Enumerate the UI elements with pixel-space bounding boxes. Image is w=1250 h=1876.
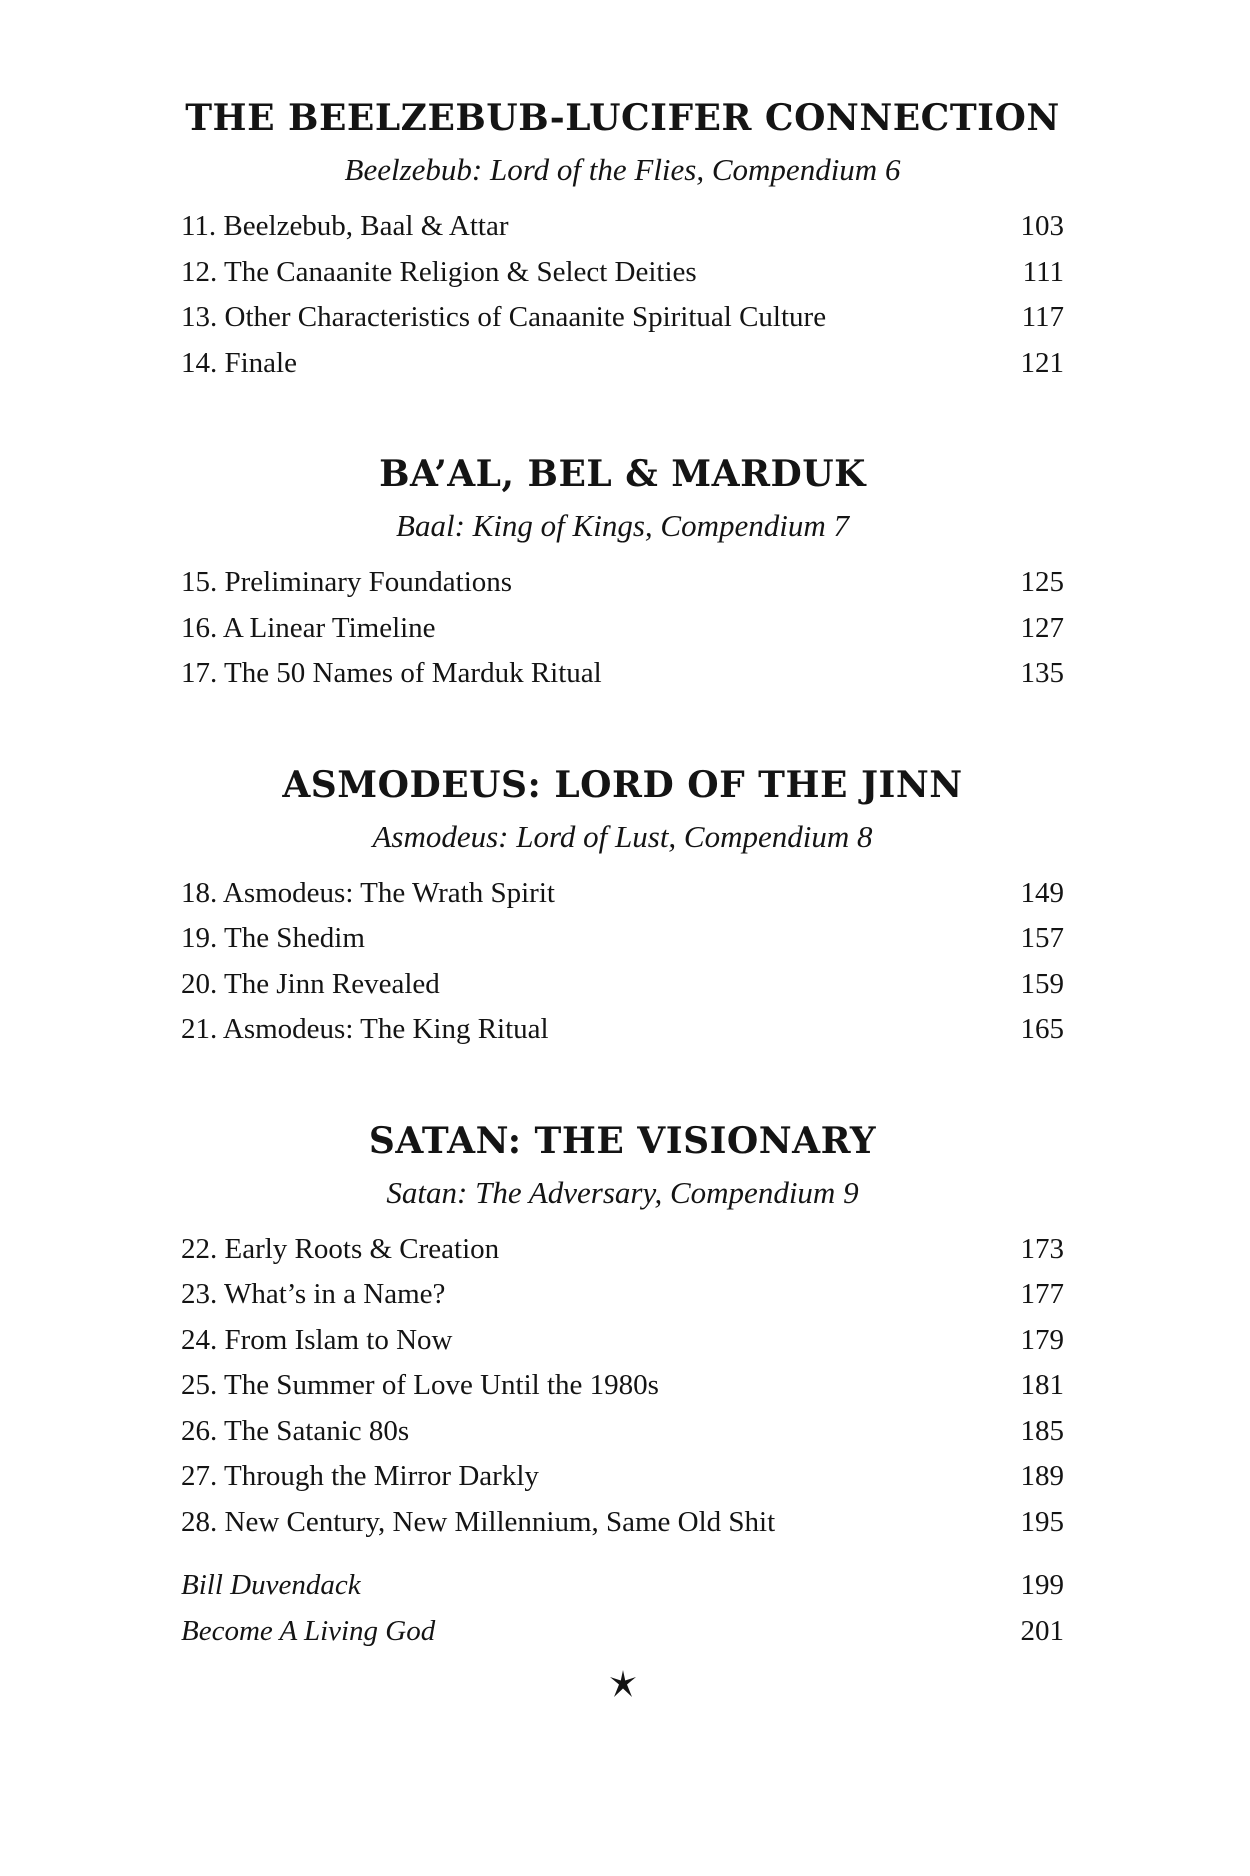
toc-entry[interactable] xyxy=(181,1227,1064,1273)
section-title: BA’AL, BEL & MARDUK xyxy=(379,453,866,495)
toc-entry[interactable] xyxy=(181,204,1064,250)
toc-entry[interactable] xyxy=(181,1500,1064,1546)
entry-title: 23. What’s in a Name? xyxy=(181,1278,446,1310)
entry-list xyxy=(181,1227,1064,1546)
section-subtitle: Baal: King of Kings, Compendium 7 xyxy=(396,508,849,543)
section-spacer xyxy=(181,1053,1064,1119)
section-subtitle: Satan: The Adversary, Compendium 9 xyxy=(386,1174,859,1210)
entry-page-number: 165 xyxy=(1020,1013,1064,1045)
entry-page-number: 195 xyxy=(1020,1505,1064,1538)
entry-page-number: 103 xyxy=(1020,210,1064,242)
entry-page-number: 181 xyxy=(1020,1369,1064,1401)
entry-title: 16. A Linear Timeline xyxy=(181,611,436,644)
toc-entry[interactable] xyxy=(181,871,1064,917)
entry-page-number: 173 xyxy=(1020,1232,1064,1265)
section-asmodeus xyxy=(181,763,1064,1053)
entry-title: 22. Early Roots & Creation xyxy=(181,1232,500,1265)
entry-list xyxy=(181,871,1064,1053)
entry-page-number: 149 xyxy=(1020,876,1064,909)
section-satan xyxy=(181,1119,1064,1546)
section-title: ASMODEUS: LORD OF THE JINN xyxy=(282,763,963,806)
entry-page-number: 127 xyxy=(1020,611,1064,644)
toc-entry[interactable] xyxy=(181,1454,1064,1500)
entry-page-number: 159 xyxy=(1020,967,1064,1000)
entry-title: 14. Finale xyxy=(181,346,297,379)
table-of-contents xyxy=(181,96,1064,1704)
section-beelzebub xyxy=(181,96,1064,386)
entry-title: 24. From Islam to Now xyxy=(181,1323,453,1356)
entry-page-number: 185 xyxy=(1020,1414,1064,1447)
toc-entry[interactable] xyxy=(181,1272,1064,1318)
entry-title: 21. Asmodeus: The King Ritual xyxy=(181,1013,549,1045)
section-spacer xyxy=(181,386,1064,452)
entry-title: Become A Living God xyxy=(181,1614,436,1647)
entry-title: 28. New Century, New Millennium, Same Old Shit xyxy=(181,1505,776,1538)
section-title: THE BEELZEBUB-LUCIFER CONNECTION xyxy=(185,97,1060,139)
toc-entry[interactable] xyxy=(181,341,1064,387)
entry-title: 17. The 50 Names of Marduk Ritual xyxy=(181,657,602,689)
toc-entry[interactable] xyxy=(181,1409,1064,1455)
entry-page-number: 157 xyxy=(1020,922,1064,954)
entry-title: 27. Through the Mirror Darkly xyxy=(181,1460,539,1492)
entry-page-number: 135 xyxy=(1020,657,1064,689)
section-baal xyxy=(181,452,1064,697)
entry-list xyxy=(181,560,1064,697)
toc-entry[interactable] xyxy=(181,560,1064,606)
entry-page-number: 111 xyxy=(1022,255,1064,288)
entry-page-number: 117 xyxy=(1021,301,1064,333)
entry-page-number: 189 xyxy=(1020,1460,1064,1492)
star-ornament-icon xyxy=(608,1668,638,1700)
entry-page-number: 121 xyxy=(1020,346,1064,379)
entry-page-number: 201 xyxy=(1020,1614,1064,1647)
toc-entry[interactable] xyxy=(181,916,1064,962)
toc-entry[interactable] xyxy=(181,1363,1064,1409)
entry-page-number: 177 xyxy=(1020,1278,1064,1310)
section-title: SATAN: THE VISIONARY xyxy=(368,1119,877,1162)
section-subtitle: Asmodeus: Lord of Lust, Compendium 8 xyxy=(372,818,873,854)
toc-entry[interactable] xyxy=(181,606,1064,652)
entry-title: Bill Duvendack xyxy=(181,1569,361,1601)
ornament xyxy=(181,1668,1064,1704)
entry-title: 25. The Summer of Love Until the 1980s xyxy=(181,1369,659,1401)
toc-entry[interactable] xyxy=(181,1609,1064,1655)
entry-title: 18. Asmodeus: The Wrath Spirit xyxy=(181,876,555,909)
toc-entry[interactable] xyxy=(181,295,1064,341)
toc-entry[interactable] xyxy=(181,962,1064,1008)
entry-page-number: 179 xyxy=(1020,1323,1064,1356)
entry-title: 11. Beelzebub, Baal & Attar xyxy=(181,210,509,242)
backmatter-list xyxy=(181,1563,1064,1654)
toc-entry[interactable] xyxy=(181,1318,1064,1364)
entry-title: 13. Other Characteristics of Canaanite Spiritual Culture xyxy=(181,301,827,333)
entry-title: 26. The Satanic 80s xyxy=(181,1414,410,1447)
section-spacer xyxy=(181,697,1064,763)
entry-title: 20. The Jinn Revealed xyxy=(181,967,440,1000)
toc-entry[interactable] xyxy=(181,651,1064,697)
entry-title: 19. The Shedim xyxy=(181,922,365,954)
entry-page-number: 125 xyxy=(1020,566,1064,598)
entry-list xyxy=(181,204,1064,386)
entry-title: 12. The Canaanite Religion & Select Deities xyxy=(181,255,697,288)
toc-entry[interactable] xyxy=(181,250,1064,296)
toc-entry[interactable] xyxy=(181,1007,1064,1053)
toc-entry[interactable] xyxy=(181,1563,1064,1609)
entry-page-number: 199 xyxy=(1020,1569,1064,1601)
entry-title: 15. Preliminary Foundations xyxy=(181,566,513,598)
section-subtitle: Beelzebub: Lord of the Flies, Compendium 6 xyxy=(344,152,901,187)
